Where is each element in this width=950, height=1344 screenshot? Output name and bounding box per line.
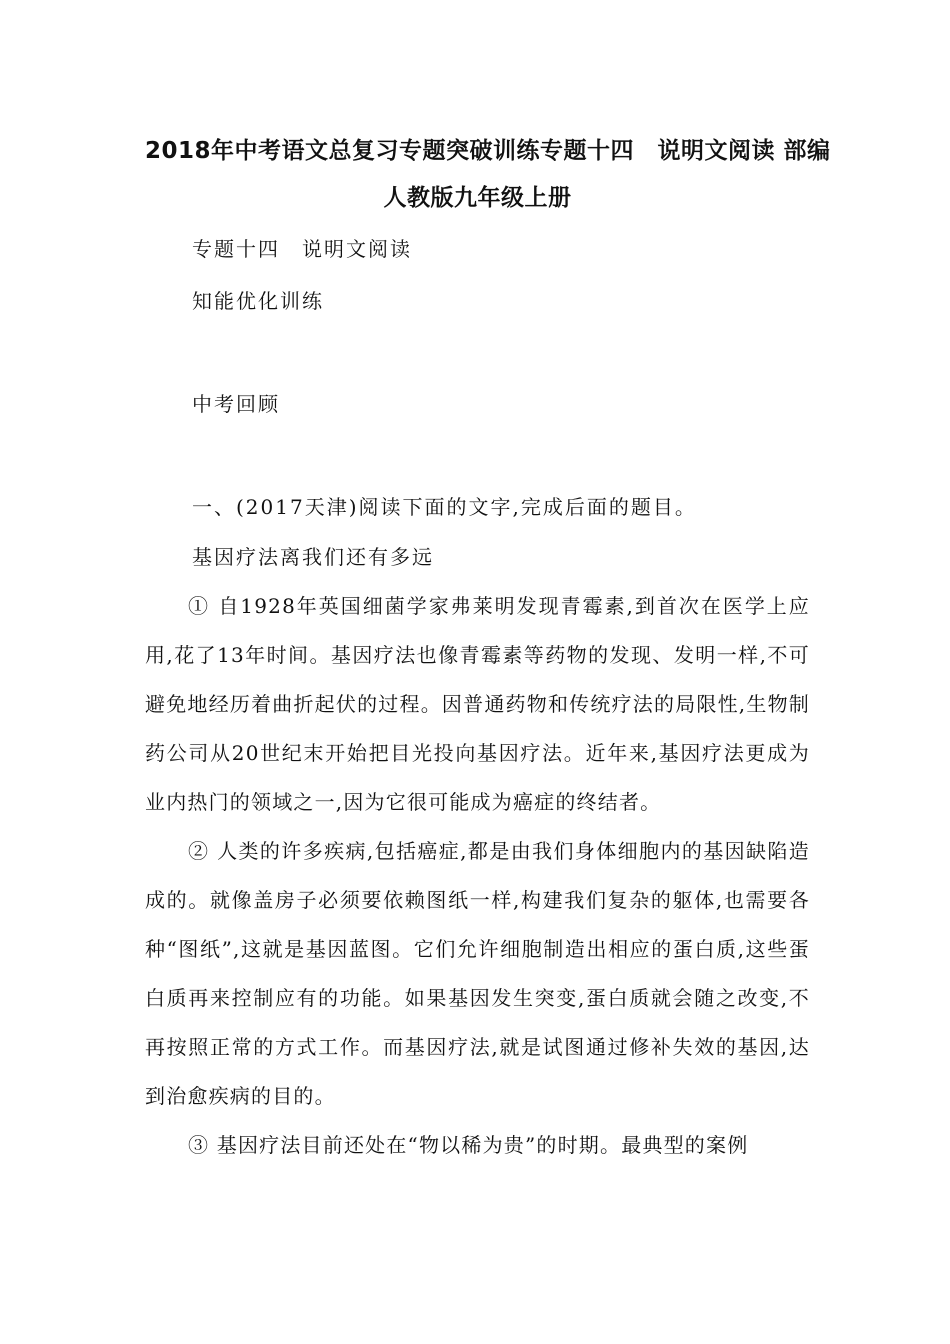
document-page <box>145 128 831 1170</box>
document-title-line-1: 2018年中考语文总复习专题突破训练专题十四 说明文阅读 部编 <box>145 138 831 164</box>
document-title <box>145 128 831 222</box>
subsection-heading: 中考回顾 <box>192 392 280 416</box>
document-title-line-2: 人教版九年级上册 <box>383 185 572 211</box>
article-paragraph-1: ① 自1928年英国细菌学家弗莱明发现青霉素,到首次在医学上应用,花了13年时间。基因疗法也像青霉素等药物的发现、发明一样,不可避免地经历着曲折起伏的过程。因普通药物和传统疗法的局限性,生物制药公司从20世纪末开始把目光投向基因疗法。近年来,基因疗法更成为业内热门的领域之一,因为它很可能成为癌症的终结者。 <box>145 594 810 814</box>
section-heading: 知能优化训练 <box>192 289 324 313</box>
topic-heading: 专题十四 说明文阅读 <box>192 237 412 261</box>
question-intro: 一、(2017天津)阅读下面的文字,完成后面的题目。 <box>192 495 697 519</box>
article-paragraph-2: ② 人类的许多疾病,包括癌症,都是由我们身体细胞内的基因缺陷造成的。就像盖房子必须要依赖图纸一样,构建我们复杂的躯体,也需要各种“图纸”,这就是基因蓝图。它们允许细胞制造出相应的蛋白质,这些蛋白质再来控制应有的功能。如果基因发生突变,蛋白质就会随之改变,不再按照正常的方式工作。而基因疗法,就是试图通过修补失效的基因,达到治愈疾病的目的。 <box>145 839 810 1108</box>
article-title: 基因疗法离我们还有多远 <box>192 545 434 569</box>
article-paragraph-3: ③ 基因疗法目前还处在“物以稀为贵”的时期。最典型的案例 <box>188 1133 749 1157</box>
